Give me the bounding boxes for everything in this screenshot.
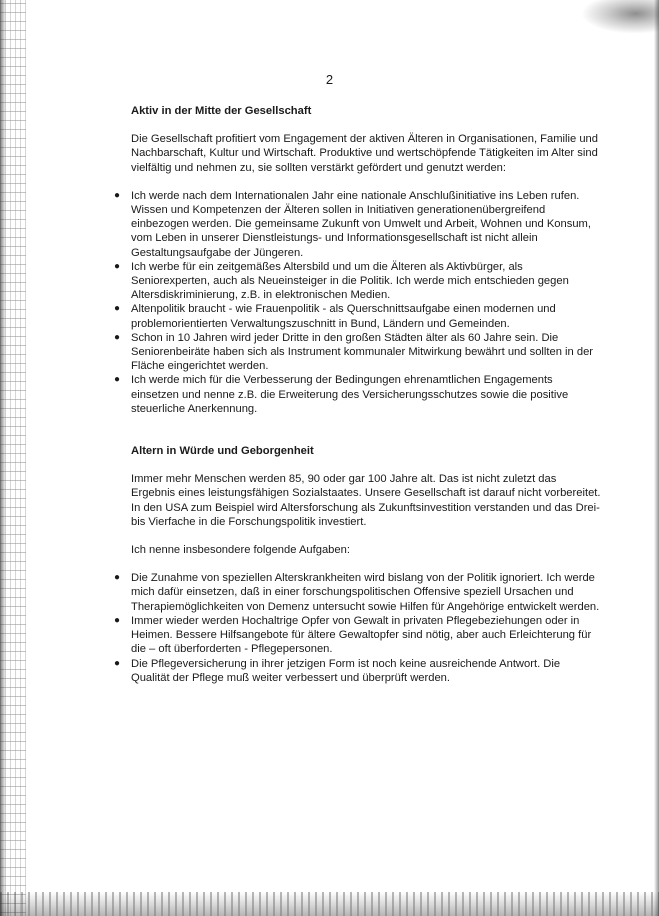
list-item-text: Altenpolitik braucht - wie Frauenpolitik - als Querschnittsaufgabe einen modernen und problemorientierten Verwaltungszuschnitt in Bund, Ländern und Gemeinden.: [131, 303, 556, 330]
section-spacer: [131, 416, 601, 444]
page-number: 2: [325, 72, 334, 87]
section-intro: Die Gesellschaft profitiert vom Engagement der aktiven Älteren in Organisationen, Familie und Nachbarschaft, Kultur und Wirtschaft. Produktive und wertschöpfende Tätigkeiten im Alter sind vielfältig und nehmen zu, sie sollten verstärkt gefördert und genutzt werden:: [131, 133, 599, 174]
list-item: [114, 373, 601, 416]
list-item-text: Ich werde nach dem Internationalen Jahr eine nationale Anschlußinitiative ins Leben rufen. Wissen und Kompetenzen der Älteren sollen in Initiativen generationenübergreifend einbezogen werden. Die gemeinsame Zukunft von Umwelt und Arbeit, Wohnen und Konsum, vom Leben in unserer Dienstleistungs- und Informationsgesellschaft ist nicht allein Gestaltungsaufgabe der Jüngeren.: [131, 189, 591, 259]
list-item: [114, 260, 601, 303]
list-item-text: Immer wieder werden Hochaltrige Opfer von Gewalt in privaten Pflegebeziehungen oder in Heimen. Bessere Hilfsangebote für ältere Gewaltopfer sind nötig, aber auch Erleichterung für die – oft überforderten - Pflegepersonen.: [131, 614, 592, 656]
list-item: [114, 657, 601, 685]
list-item: [114, 302, 601, 330]
list-item: [114, 614, 601, 657]
section-altern: [114, 444, 601, 685]
scan-shadow-right: [654, 0, 659, 916]
bullet-icon: ●: [114, 331, 121, 343]
section-aktiv: [114, 104, 601, 416]
bullet-icon: ●: [114, 374, 121, 386]
bullet-icon: ●: [114, 657, 121, 669]
list-item: [114, 571, 601, 614]
list-item: [114, 189, 601, 260]
bullet-icon: ●: [114, 614, 121, 626]
list-item: [114, 331, 601, 374]
scan-smudge-top-right: [581, 0, 659, 34]
bullet-list: [114, 189, 601, 416]
bullet-icon: ●: [114, 260, 121, 272]
section-intro: Immer mehr Menschen werden 85, 90 oder gar 100 Jahre alt. Das ist nicht zuletzt das Ergebnis eines leistungsfähigen Sozialstaates. Unsere Gesellschaft ist darauf nicht vorbereitet. In den USA zum Beispiel wird Altersforschung als Zukunftsinvestition verstanden und das Drei- bis Vierfache in die Forschungspolitik investiert.: [131, 473, 601, 528]
document-body: [114, 104, 601, 685]
section-lead: Ich nenne insbesondere folgende Aufgaben:: [131, 544, 350, 557]
list-item-text: Ich werbe für ein zeitgemäßes Altersbild und um die Älteren als Aktivbürger, als Seniorexperten, auch als Neueinsteiger in die Politik. Ich werde mich entschieden gegen Altersdiskriminierung, z.B. in elektronischen Medien.: [131, 260, 569, 302]
bullet-icon: ●: [114, 189, 121, 201]
section-heading: Aktiv in der Mitte der Gesellschaft: [131, 105, 312, 117]
list-item-text: Ich werde mich für die Verbesserung der Bedingungen ehrenamtlichen Engagements einsetzen und nenne z.B. die Erweiterung des Versicherungsschutzes sowie die positive steuerliche Anerkennung.: [131, 374, 569, 415]
bullet-list: [114, 571, 601, 685]
list-item-text: Schon in 10 Jahren wird jeder Dritte in den großen Städten älter als 60 Jahre sein. Die Seniorenbeiräte haben sich als Instrument kommunaler Mitwirkung bewährt und sollten in der Fläche eingerichtet werden.: [131, 331, 594, 373]
scan-noise-bottom: [0, 892, 659, 916]
list-item-text: Die Pflegeversicherung in ihrer jetzigen Form ist noch keine ausreichende Antwort. Die Qualität der Pflege muß weiter verbessert und überprüft werden.: [131, 657, 561, 684]
bullet-icon: ●: [114, 303, 121, 315]
list-item-text: Die Zunahme von speziellen Alterskrankheiten wird bislang von der Politik ignoriert. Ich werde mich dafür einsetzen, daß in einer forschungspolitischen Offensive speziell Ursachen und Therapiemöglichkeiten von Demenz untersucht sowie Hilfen für Angehörige entwickelt werden.: [131, 572, 600, 613]
bullet-icon: ●: [114, 572, 121, 584]
section-heading: Altern in Würde und Geborgenheit: [131, 445, 314, 458]
scan-shadow-left: [0, 0, 6, 916]
